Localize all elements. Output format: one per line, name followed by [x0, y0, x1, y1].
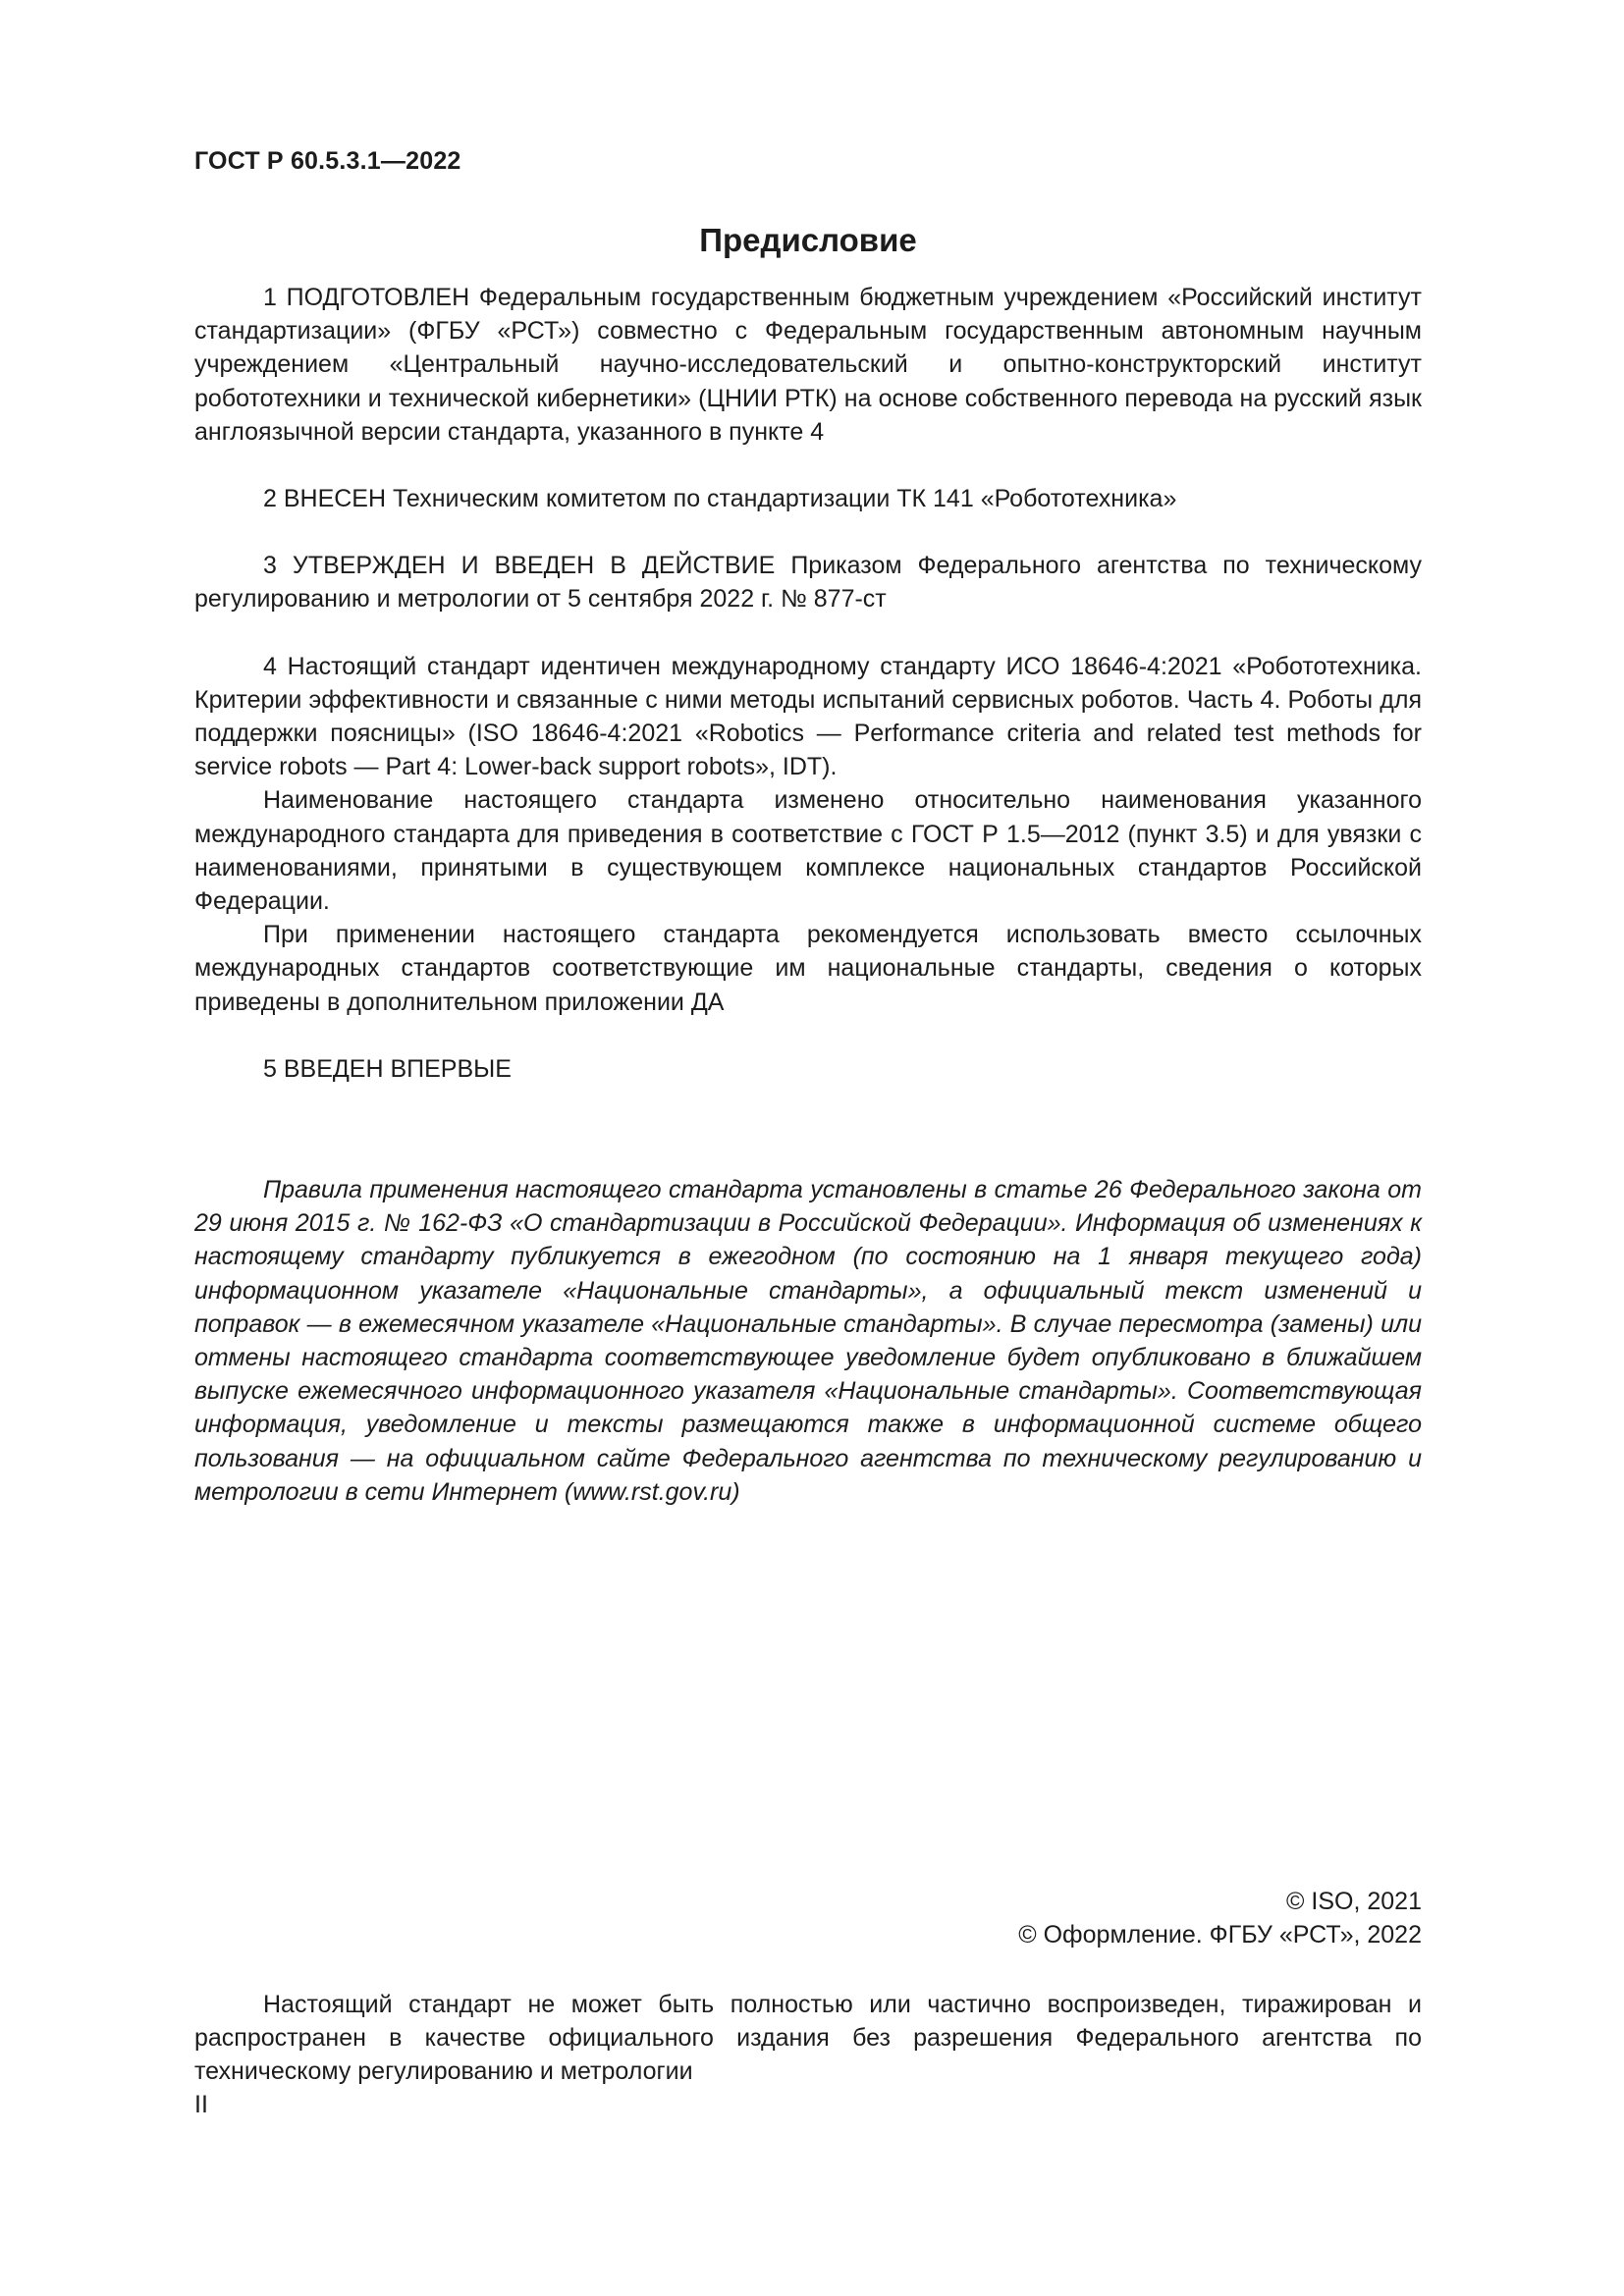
document-page: [194, 0, 1422, 2296]
foreword-item-5: 5 ВВЕДЕН ВПЕРВЫЕ: [263, 1054, 512, 1083]
foreword-item-3: 3 УТВЕРЖДЕН И ВВЕДЕН В ДЕЙСТВИЕ Приказом Федерального агентства по техническому регулированию и метрологии от 5 сентября 2022 г. № 877-ст: [194, 552, 1422, 614]
copyright-iso: © ISO, 2021: [1286, 1888, 1422, 1915]
copyright-block: [1018, 1885, 1422, 1951]
foreword-body: [194, 281, 1422, 1086]
page-number: II: [194, 2091, 208, 2118]
foreword-item-1: 1 ПОДГОТОВЛЕН Федеральным государственным бюджетным учреждением «Российский институт стандартизации» (ФГБУ «РСТ») совместно с Федеральным государственным автономным научным учреждением «Центральный научно-исследовательский и опытно-конструкторский институт робототехники и технической кибернетики» (ЦНИИ РТК) на основе собственного перевода на русский язык англоязычной версии стандарта, указанного в пункте 4: [194, 284, 1422, 446]
foreword-item-4-title-note: Наименование настоящего стандарта изменено относительно наименования указанного международного стандарта для приведения в соответствие с ГОСТ Р 1.5—2012 (пункт 3.5) и для увязки с наименованиями, принятыми в существующем комплексе национальных стандартов Российской Федерации.: [194, 786, 1422, 916]
reproduction-notice: [194, 1988, 1422, 2089]
reproduction-text: Настоящий стандарт не может быть полностью или частично воспроизведен, тиражирован и распространен в качестве официального издания без разрешения Федерального агентства по техническому регулированию и метрологии: [194, 1991, 1422, 2086]
foreword-item-2: 2 ВНЕСЕН Техническим комитетом по стандартизации ТК 141 «Робототехника»: [263, 485, 1177, 513]
foreword-item-4: 4 Настоящий стандарт идентичен международному стандарту ИСО 18646-4:2021 «Робототехника. Критерии эффективности и связанные с ними методы испытаний сервисных роботов. Часть 4. Роботы для поддержки поясницы» (ISO 18646-4:2021 «Robotics — Performance criteria and related test methods for service robots — Part 4: Lower-back support robots», IDT).: [194, 652, 1422, 781]
foreword-title: Предисловие: [699, 222, 917, 258]
document-code: ГОСТ Р 60.5.3.1—2022: [194, 147, 461, 175]
application-rules-notice: [194, 1173, 1422, 1509]
copyright-design: © Оформление. ФГБУ «РСТ», 2022: [1018, 1921, 1422, 1949]
notice-text: Правила применения настоящего стандарта установлены в статье 26 Федерального закона от 29 июня 2015 г. № 162-ФЗ «О стандартизации в Российской Федерации». Информация об изменениях к настоящему стандарту публикуется в ежегодном (по состоянию на 1 января текущего года) информационном указателе «Национальные стандарты», а официальный текст изменений и поправок — в ежемесячном указателе «Национальные стандарты». В случае пересмотра (замены) или отмены настоящего стандарта соответствующее уведомление будет опубликовано в ближайшем выпуске ежемесячного информационного указателя «Национальные стандарты». Соответствующая информация, уведомление и тексты размещаются также в информационной системе общего пользования — на официальном сайте Федерального агентства по техническому регулированию и метрологии в сети Интернет (www.rst.gov.ru): [194, 1176, 1422, 1506]
foreword-item-4-references-note: При применении настоящего стандарта рекомендуется использовать вместо ссылочных международных стандартов соответствующие им национальные стандарты, сведения о которых приведены в дополнительном приложении ДА: [194, 921, 1422, 1016]
